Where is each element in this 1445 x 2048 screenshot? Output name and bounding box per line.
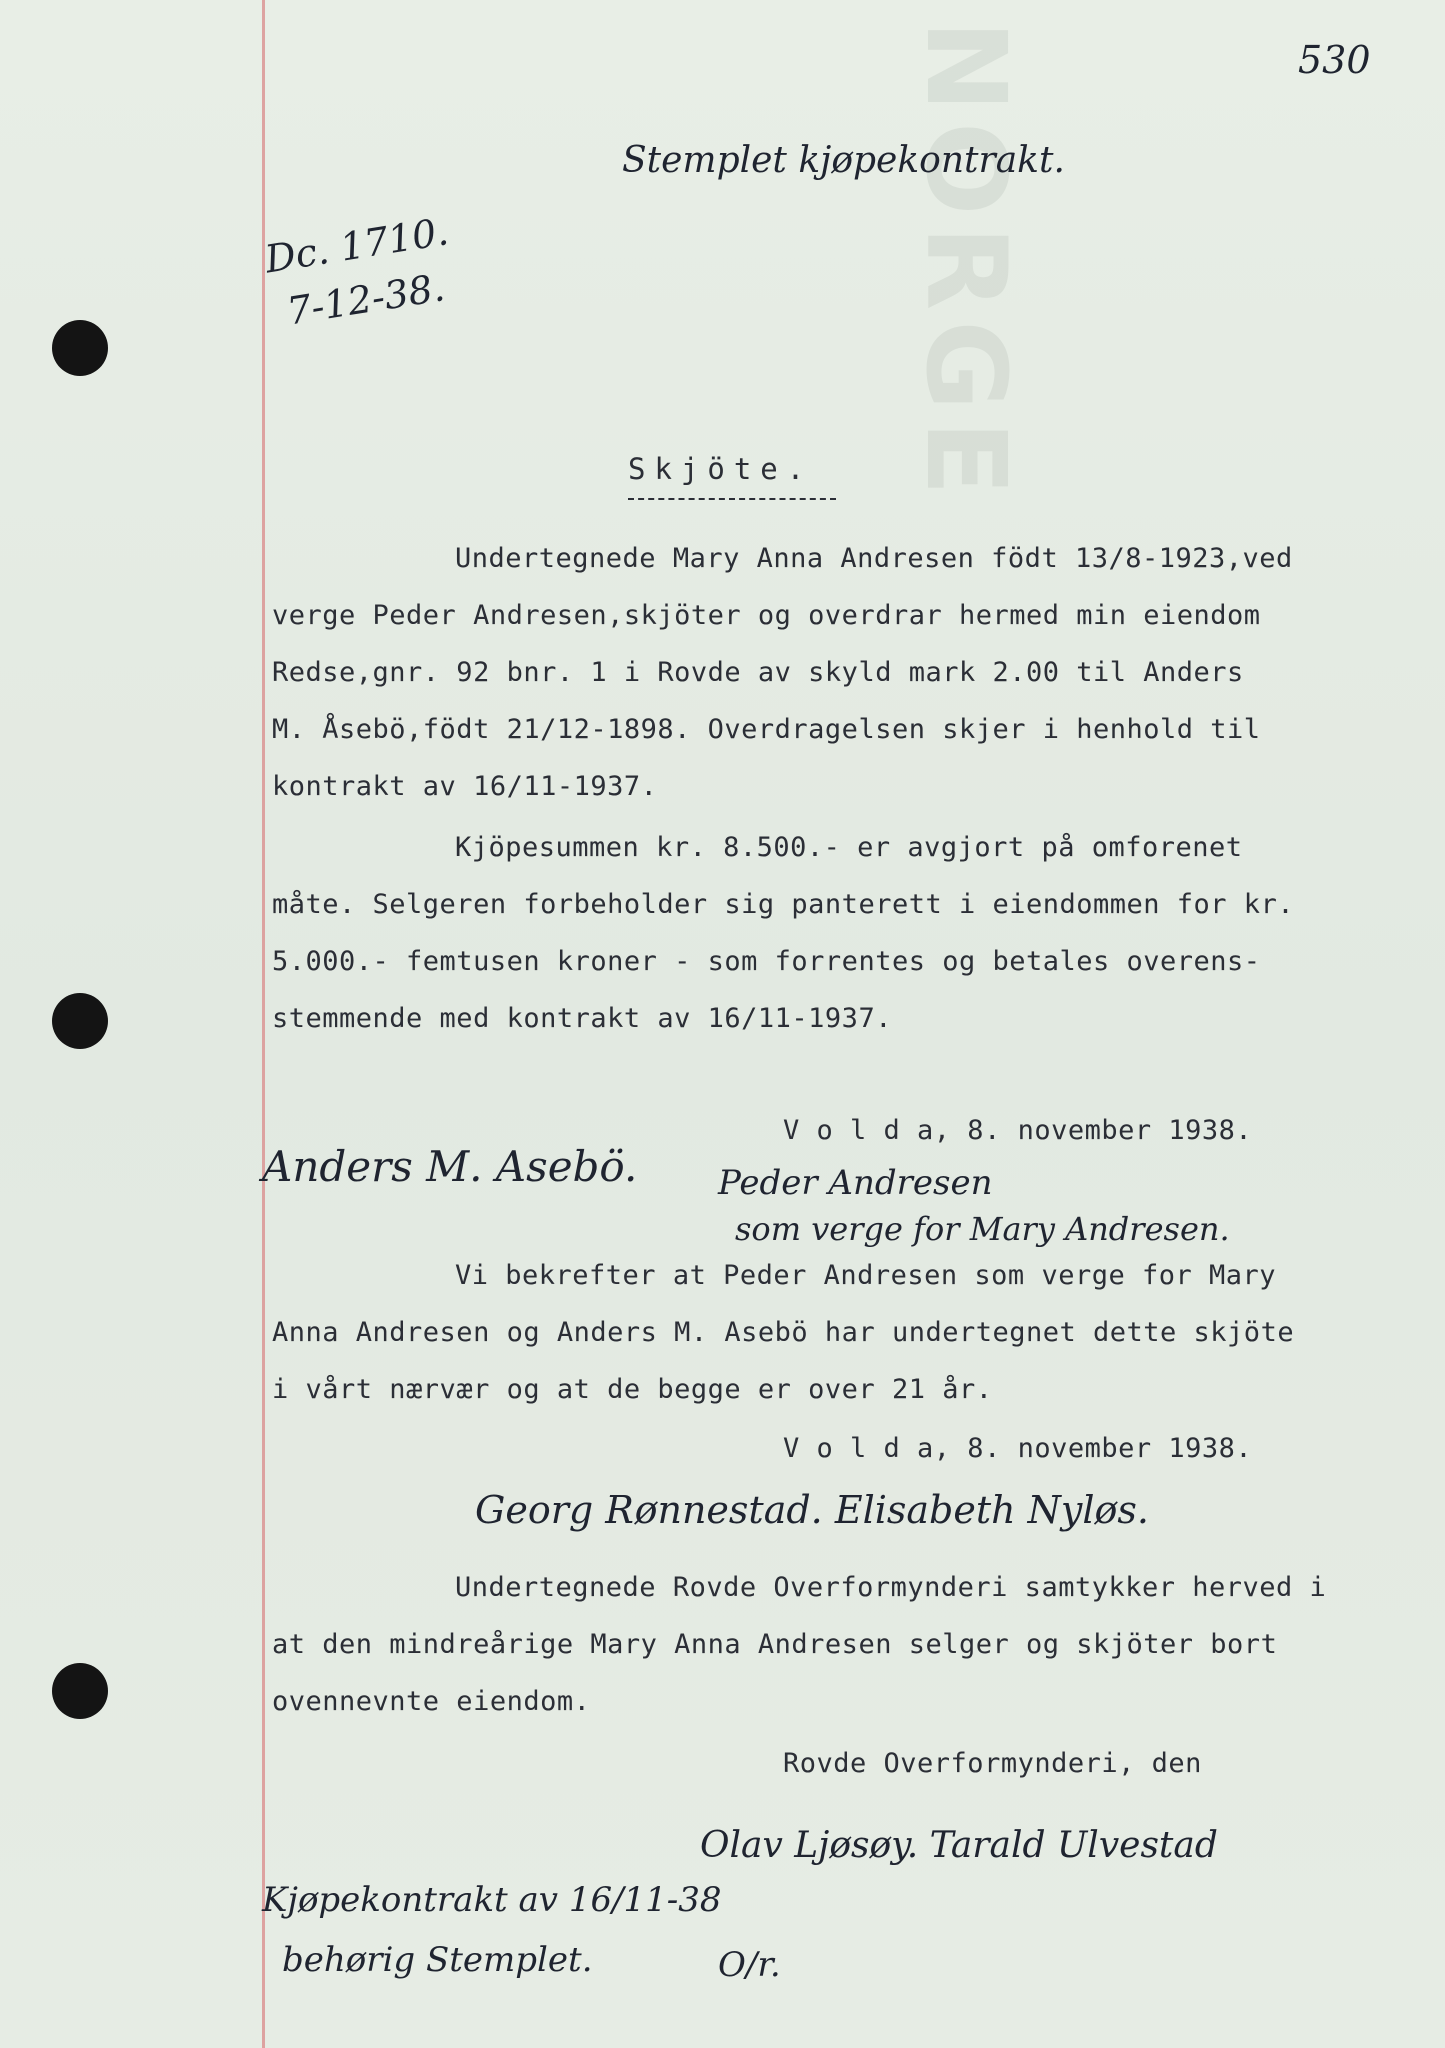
buyer-signature: Anders M. Asebö.: [262, 1142, 638, 1191]
place-date: V o l d a, 8. november 1938.: [783, 1115, 1253, 1146]
place-date: V o l d a, 8. november 1938.: [783, 1433, 1253, 1464]
witness-signatures: Georg Rønnestad. Elisabeth Nyløs.: [475, 1488, 1149, 1532]
body-line: Kjöpesummen kr. 8.500.- er avgjort på omforenet: [455, 832, 1243, 863]
body-line: 5.000.- femtusen kroner - som forrentes og betales overens-: [272, 946, 1261, 977]
header-note: Stemplet kjøpekontrakt.: [622, 140, 1065, 181]
document-title: Skjöte.: [628, 452, 814, 486]
body-line: Undertegnede Mary Anna Andresen födt 13/8-1923,ved: [455, 543, 1293, 574]
watermark-seal: NORGE: [902, 20, 1030, 506]
guardian-office: Rovde Overformynderi, den: [783, 1748, 1202, 1779]
body-line: Anna Andresen og Anders M. Asebö har undertegnet dette skjöte: [272, 1317, 1295, 1348]
body-line: verge Peder Andresen,skjöter og overdrar hermed min eiendom: [272, 600, 1261, 631]
body-line: M. Åsebö,födt 21/12-1898. Overdragelsen skjer i henhold til: [272, 714, 1261, 745]
punch-hole: [52, 1663, 108, 1719]
body-line: kontrakt av 16/11-1937.: [272, 771, 658, 802]
punch-hole: [52, 320, 108, 376]
guardian-signatures: Olav Ljøsøy. Tarald Ulvestad: [700, 1825, 1218, 1866]
seller-signature: Peder Andresen: [718, 1163, 993, 1203]
title-underline: [628, 498, 836, 500]
body-line: ovennevnte eiendom.: [272, 1686, 591, 1717]
body-line: Redse,gnr. 92 bnr. 1 i Rovde av skyld mark 2.00 til Anders: [272, 657, 1244, 688]
seller-signature-role: som verge for Mary Andresen.: [735, 1210, 1230, 1248]
registration-date: 7-12-38.: [284, 265, 448, 334]
body-line: Undertegnede Rovde Overformynderi samtykker herved i: [455, 1572, 1327, 1603]
punch-hole: [52, 993, 108, 1049]
body-line: at den mindreårige Mary Anna Andresen selger og skjöter bort: [272, 1629, 1278, 1660]
body-line: måte. Selgeren forbeholder sig panterett i eiendommen for kr.: [272, 889, 1295, 920]
body-line: stemmende med kontrakt av 16/11-1937.: [272, 1003, 892, 1034]
registration-number: Dc. 1710.: [262, 209, 452, 282]
margin-note: Kjøpekontrakt av 16/11-38: [262, 1880, 722, 1920]
body-line: Vi bekrefter at Peder Andresen som verge for Mary: [455, 1260, 1277, 1291]
margin-rule: [262, 0, 265, 2048]
margin-note: behørig Stemplet.: [282, 1940, 593, 1980]
body-line: i vårt nærvær og at de begge er over 21 år.: [272, 1374, 993, 1405]
page-number: 530: [1298, 38, 1371, 82]
margin-initials: O/r.: [718, 1945, 781, 1985]
